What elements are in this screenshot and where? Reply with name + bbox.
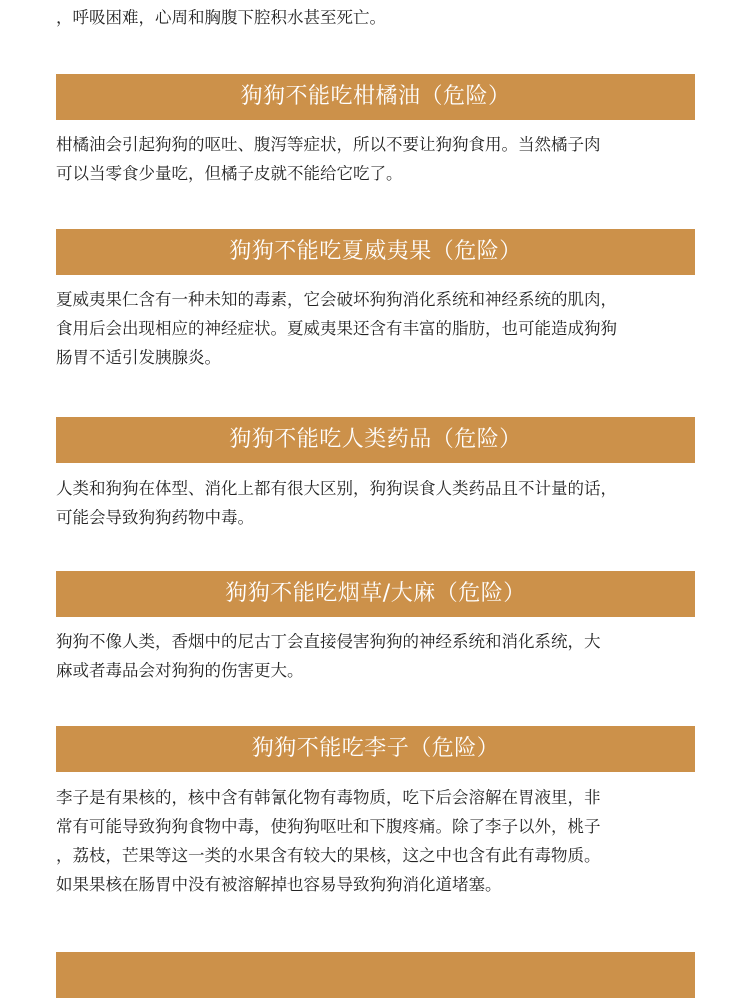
section-paragraph-tobacco — [56, 627, 716, 685]
section-paragraph-citrus-oil — [56, 130, 716, 188]
paragraph-line: 食用后会出现相应的神经症状。夏威夷果还含有丰富的脂肪，也可能造成狗狗 — [56, 319, 617, 338]
paragraph-line: 柑橘油会引起狗狗的呕吐、腹泻等症状，所以不要让狗狗食用。当然橘子肉 — [56, 135, 601, 154]
paragraph-line: 狗狗不像人类，香烟中的尼古丁会直接侵害狗狗的神经系统和消化系统，大 — [56, 632, 601, 651]
paragraph-line: 可能会导致狗狗药物中毒。 — [56, 508, 254, 527]
paragraph-line: 常有可能导致狗狗食物中毒，使狗狗呕吐和下腹疼痛。除了李子以外，桃子 — [56, 817, 601, 836]
section-paragraph-plum — [56, 783, 716, 899]
section-title-plum: 狗狗不能吃李子（危险） — [56, 726, 695, 772]
paragraph-line: 肠胃不适引发胰腺炎。 — [56, 348, 221, 367]
next-section-banner — [56, 952, 695, 998]
paragraph-line: 麻或者毒品会对狗狗的伤害更大。 — [56, 661, 304, 680]
paragraph-line: 可以当零食少量吃，但橘子皮就不能给它吃了。 — [56, 164, 403, 183]
paragraph-line: ，荔枝，芒果等这一类的水果含有较大的果核，这之中也含有此有毒物质。 — [56, 846, 601, 865]
section-title-citrus-oil: 狗狗不能吃柑橘油（危险） — [56, 74, 695, 120]
section-title-macadamia: 狗狗不能吃夏威夷果（危险） — [56, 229, 695, 275]
section-title-human-medicine: 狗狗不能吃人类药品（危险） — [56, 417, 695, 463]
section-paragraph-macadamia — [56, 285, 716, 372]
paragraph-line: 人类和狗狗在体型、消化上都有很大区别，狗狗误食人类药品且不计量的话， — [56, 479, 617, 498]
paragraph-line: 李子是有果核的，核中含有韩氰化物有毒物质，吃下后会溶解在胃液里，非 — [56, 788, 601, 807]
intro-line: ，呼吸困难，心周和胸腹下腔积水甚至死亡。 — [56, 8, 386, 27]
paragraph-line: 如果果核在肠胃中没有被溶解掉也容易导致狗狗消化道堵塞。 — [56, 875, 502, 894]
section-paragraph-human-medicine — [56, 474, 716, 532]
paragraph-line: 夏威夷果仁含有一种未知的毒素，它会破坏狗狗消化系统和神经系统的肌肉， — [56, 290, 617, 309]
intro-paragraph — [56, 3, 716, 32]
section-title-tobacco: 狗狗不能吃烟草/大麻（危险） — [56, 571, 695, 617]
